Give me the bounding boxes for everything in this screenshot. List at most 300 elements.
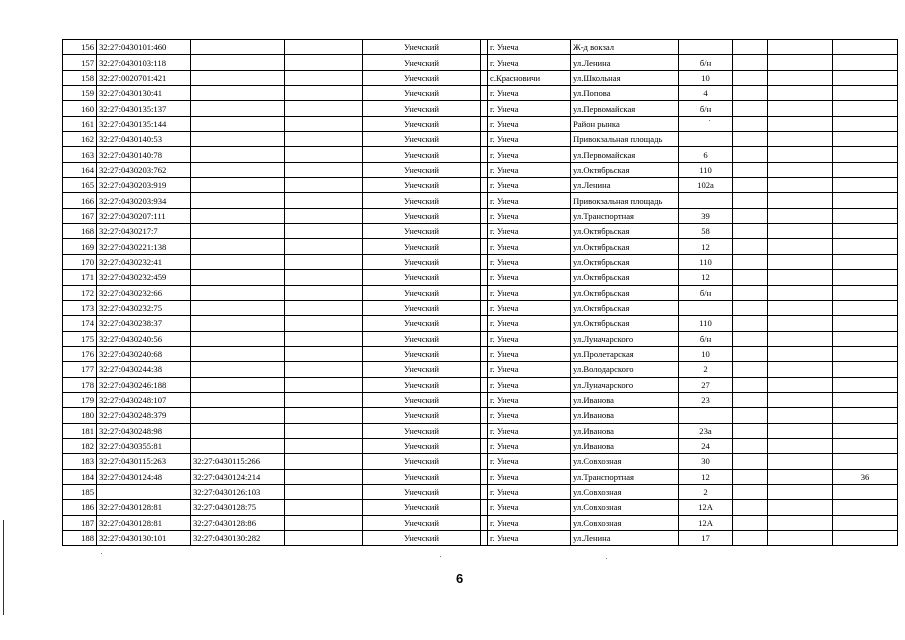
table-row <box>63 40 898 55</box>
row-number-cell: 159 <box>63 86 97 101</box>
table-row <box>63 377 898 392</box>
empty-cell <box>733 392 768 407</box>
empty-cell <box>285 362 363 377</box>
street-cell: Привокзальная площадь <box>571 132 679 147</box>
cadastral-number-cell: 32:27:0430244:38 <box>97 362 191 377</box>
district-cell: Унечский <box>363 40 481 55</box>
related-cadastral-number-cell: 32:27:0430128:86 <box>191 515 285 530</box>
empty-cell <box>285 147 363 162</box>
empty-cell <box>768 254 833 269</box>
empty-cell <box>733 147 768 162</box>
empty-cell <box>481 500 488 515</box>
district-cell: Унечский <box>363 224 481 239</box>
extra-value-cell <box>833 484 898 499</box>
related-cadastral-number-cell: 32:27:0430130:282 <box>191 531 285 546</box>
empty-cell <box>733 408 768 423</box>
extra-value-cell <box>833 362 898 377</box>
related-cadastral-number-cell: 32:27:0430115:266 <box>191 454 285 469</box>
extra-value-cell <box>833 331 898 346</box>
district-cell: Унечский <box>363 392 481 407</box>
table-row <box>63 193 898 208</box>
table-row <box>63 331 898 346</box>
related-cadastral-number-cell <box>191 162 285 177</box>
empty-cell <box>768 500 833 515</box>
empty-cell <box>768 408 833 423</box>
house-number-cell: 2 <box>679 362 733 377</box>
cadastral-number-cell: 32:27:0020701:421 <box>97 70 191 85</box>
table-row <box>63 178 898 193</box>
house-number-cell: 10 <box>679 346 733 361</box>
related-cadastral-number-cell <box>191 178 285 193</box>
street-cell: ул.Школьная <box>571 70 679 85</box>
related-cadastral-number-cell <box>191 40 285 55</box>
cadastral-number-cell: 32:27:0430128:81 <box>97 515 191 530</box>
district-cell: Унечский <box>363 193 481 208</box>
house-number-cell: 4 <box>679 86 733 101</box>
related-cadastral-number-cell <box>191 285 285 300</box>
empty-cell <box>733 316 768 331</box>
house-number-cell: 110 <box>679 162 733 177</box>
street-cell: ул.Ленина <box>571 178 679 193</box>
district-cell: Унечский <box>363 101 481 116</box>
empty-cell <box>733 454 768 469</box>
table-row <box>63 531 898 546</box>
cadastral-number-cell: 32:27:0430103:118 <box>97 55 191 70</box>
empty-cell <box>285 270 363 285</box>
related-cadastral-number-cell <box>191 193 285 208</box>
street-cell: Ж-д вокзал <box>571 40 679 55</box>
related-cadastral-number-cell <box>191 362 285 377</box>
cadastral-number-cell <box>97 484 191 499</box>
empty-cell <box>768 531 833 546</box>
empty-cell <box>285 132 363 147</box>
empty-cell <box>481 331 488 346</box>
empty-cell <box>285 500 363 515</box>
empty-cell <box>481 55 488 70</box>
empty-cell <box>768 515 833 530</box>
row-number-cell: 156 <box>63 40 97 55</box>
street-cell: ул.Октябрьская <box>571 162 679 177</box>
empty-cell <box>481 132 488 147</box>
street-cell: ул.Октябрьская <box>571 316 679 331</box>
empty-cell <box>481 423 488 438</box>
row-number-cell: 181 <box>63 423 97 438</box>
table-row <box>63 239 898 254</box>
row-number-cell: 167 <box>63 208 97 223</box>
empty-cell <box>481 193 488 208</box>
cadastral-number-cell: 32:27:0430130:41 <box>97 86 191 101</box>
extra-value-cell <box>833 239 898 254</box>
extra-value-cell <box>833 147 898 162</box>
empty-cell <box>768 300 833 315</box>
empty-cell <box>733 423 768 438</box>
empty-cell <box>733 178 768 193</box>
cadastral-number-cell: 32:27:0430115:263 <box>97 454 191 469</box>
empty-cell <box>733 116 768 131</box>
house-number-cell <box>679 132 733 147</box>
empty-cell <box>733 438 768 453</box>
district-cell: Унечский <box>363 86 481 101</box>
related-cadastral-number-cell <box>191 224 285 239</box>
empty-cell <box>733 346 768 361</box>
table-row <box>63 408 898 423</box>
empty-cell <box>768 484 833 499</box>
locality-cell: г. Унеча <box>488 362 571 377</box>
empty-cell <box>733 208 768 223</box>
empty-cell <box>285 316 363 331</box>
empty-cell <box>733 55 768 70</box>
empty-cell <box>285 484 363 499</box>
related-cadastral-number-cell <box>191 377 285 392</box>
district-cell: Унечский <box>363 285 481 300</box>
locality-cell: г. Унеча <box>488 500 571 515</box>
row-number-cell: 157 <box>63 55 97 70</box>
row-number-cell: 177 <box>63 362 97 377</box>
empty-cell <box>285 254 363 269</box>
empty-cell <box>285 438 363 453</box>
table-row <box>63 500 898 515</box>
empty-cell <box>768 86 833 101</box>
street-cell: ул.Луначарского <box>571 331 679 346</box>
district-cell: Унечский <box>363 132 481 147</box>
empty-cell <box>768 40 833 55</box>
cadastral-number-cell: 32:27:0430232:66 <box>97 285 191 300</box>
district-cell: Унечский <box>363 500 481 515</box>
street-cell: ул.Октябрьская <box>571 254 679 269</box>
empty-cell <box>481 377 488 392</box>
empty-cell <box>481 224 488 239</box>
locality-cell: г. Унеча <box>488 346 571 361</box>
empty-cell <box>285 40 363 55</box>
district-cell: Унечский <box>363 316 481 331</box>
related-cadastral-number-cell <box>191 316 285 331</box>
scan-speck <box>101 553 102 554</box>
extra-value-cell <box>833 101 898 116</box>
extra-value-cell <box>833 178 898 193</box>
locality-cell: г. Унеча <box>488 40 571 55</box>
cadastral-number-cell: 32:27:0430140:53 <box>97 132 191 147</box>
related-cadastral-number-cell <box>191 423 285 438</box>
empty-cell <box>733 224 768 239</box>
district-cell: Унечский <box>363 469 481 484</box>
table-row <box>63 454 898 469</box>
cadastral-number-cell: 32:27:0430203:934 <box>97 193 191 208</box>
empty-cell <box>285 116 363 131</box>
house-number-cell: 110 <box>679 316 733 331</box>
empty-cell <box>481 40 488 55</box>
empty-cell <box>481 531 488 546</box>
extra-value-cell <box>833 132 898 147</box>
table-row <box>63 70 898 85</box>
empty-cell <box>768 285 833 300</box>
related-cadastral-number-cell <box>191 438 285 453</box>
empty-cell <box>768 270 833 285</box>
street-cell: ул.Совхозная <box>571 500 679 515</box>
row-number-cell: 161 <box>63 116 97 131</box>
extra-value-cell <box>833 438 898 453</box>
cadastral-number-cell: 32:27:0430240:56 <box>97 331 191 346</box>
locality-cell: г. Унеча <box>488 331 571 346</box>
district-cell: Унечский <box>363 454 481 469</box>
extra-value-cell <box>833 86 898 101</box>
empty-cell <box>733 101 768 116</box>
district-cell: Унечский <box>363 423 481 438</box>
house-number-cell: 24 <box>679 438 733 453</box>
related-cadastral-number-cell <box>191 147 285 162</box>
extra-value-cell <box>833 224 898 239</box>
empty-cell <box>768 208 833 223</box>
row-number-cell: 187 <box>63 515 97 530</box>
extra-value-cell <box>833 377 898 392</box>
empty-cell <box>285 55 363 70</box>
row-number-cell: 180 <box>63 408 97 423</box>
locality-cell: с.Красновичи <box>488 70 571 85</box>
extra-value-cell <box>833 531 898 546</box>
empty-cell <box>285 346 363 361</box>
row-number-cell: 188 <box>63 531 97 546</box>
cadastral-number-cell: 32:27:0430140:78 <box>97 147 191 162</box>
house-number-cell: 27 <box>679 377 733 392</box>
row-number-cell: 179 <box>63 392 97 407</box>
row-number-cell: 182 <box>63 438 97 453</box>
table-row <box>63 208 898 223</box>
locality-cell: г. Унеча <box>488 86 571 101</box>
extra-value-cell <box>833 193 898 208</box>
empty-cell <box>285 208 363 223</box>
empty-cell <box>285 101 363 116</box>
table-row <box>63 469 898 484</box>
house-number-cell: б/н <box>679 331 733 346</box>
house-number-cell: б/н <box>679 101 733 116</box>
scan-margin-line <box>3 520 4 615</box>
cadastral-number-cell: 32:27:0430128:81 <box>97 500 191 515</box>
locality-cell: г. Унеча <box>488 116 571 131</box>
empty-cell <box>285 224 363 239</box>
empty-cell <box>733 531 768 546</box>
empty-cell <box>768 316 833 331</box>
locality-cell: г. Унеча <box>488 454 571 469</box>
empty-cell <box>285 469 363 484</box>
table-row <box>63 346 898 361</box>
street-cell: ул.Иванова <box>571 423 679 438</box>
empty-cell <box>481 254 488 269</box>
empty-cell <box>733 500 768 515</box>
house-number-cell: 17 <box>679 531 733 546</box>
house-number-cell: 12А <box>679 515 733 530</box>
page-number: 6 <box>456 571 464 586</box>
empty-cell <box>768 116 833 131</box>
table-row <box>63 392 898 407</box>
empty-cell <box>768 377 833 392</box>
empty-cell <box>768 469 833 484</box>
related-cadastral-number-cell: 32:27:0430126:103 <box>191 484 285 499</box>
empty-cell <box>285 392 363 407</box>
empty-cell <box>733 86 768 101</box>
empty-cell <box>285 178 363 193</box>
extra-value-cell <box>833 254 898 269</box>
cadastral-number-cell: 32:27:0430221:138 <box>97 239 191 254</box>
district-cell: Унечский <box>363 377 481 392</box>
locality-cell: г. Унеча <box>488 300 571 315</box>
row-number-cell: 176 <box>63 346 97 361</box>
empty-cell <box>768 423 833 438</box>
empty-cell <box>768 239 833 254</box>
house-number-cell <box>679 40 733 55</box>
house-number-cell: 58 <box>679 224 733 239</box>
empty-cell <box>733 162 768 177</box>
related-cadastral-number-cell <box>191 86 285 101</box>
empty-cell <box>768 454 833 469</box>
cadastral-number-cell: 32:27:0430124:48 <box>97 469 191 484</box>
table-row <box>63 300 898 315</box>
empty-cell <box>285 454 363 469</box>
locality-cell: г. Унеча <box>488 55 571 70</box>
empty-cell <box>285 239 363 254</box>
house-number-cell: 12 <box>679 239 733 254</box>
empty-cell <box>285 515 363 530</box>
empty-cell <box>733 377 768 392</box>
extra-value-cell <box>833 116 898 131</box>
empty-cell <box>481 438 488 453</box>
empty-cell <box>733 70 768 85</box>
table-row <box>63 116 898 131</box>
district-cell: Унечский <box>363 438 481 453</box>
row-number-cell: 185 <box>63 484 97 499</box>
street-cell: ул.Луначарского <box>571 377 679 392</box>
cadastral-number-cell: 32:27:0430203:919 <box>97 178 191 193</box>
related-cadastral-number-cell <box>191 331 285 346</box>
empty-cell <box>481 162 488 177</box>
locality-cell: г. Унеча <box>488 178 571 193</box>
locality-cell: г. Унеча <box>488 270 571 285</box>
table-row <box>63 86 898 101</box>
table-row <box>63 224 898 239</box>
district-cell: Унечский <box>363 70 481 85</box>
empty-cell <box>733 239 768 254</box>
related-cadastral-number-cell <box>191 300 285 315</box>
empty-cell <box>481 484 488 499</box>
empty-cell <box>481 316 488 331</box>
empty-cell <box>481 101 488 116</box>
extra-value-cell <box>833 316 898 331</box>
table-row <box>63 438 898 453</box>
house-number-cell <box>679 408 733 423</box>
table-row <box>63 484 898 499</box>
table-row <box>63 55 898 70</box>
extra-value-cell <box>833 346 898 361</box>
table-row <box>63 316 898 331</box>
empty-cell <box>481 392 488 407</box>
table-row <box>63 285 898 300</box>
house-number-cell: 102а <box>679 178 733 193</box>
locality-cell: г. Унеча <box>488 224 571 239</box>
empty-cell <box>768 178 833 193</box>
row-number-cell: 164 <box>63 162 97 177</box>
district-cell: Унечский <box>363 55 481 70</box>
district-cell: Унечский <box>363 531 481 546</box>
empty-cell <box>481 208 488 223</box>
extra-value-cell <box>833 208 898 223</box>
house-number-cell: 2 <box>679 484 733 499</box>
extra-value-cell <box>833 55 898 70</box>
related-cadastral-number-cell: 32:27:0430124:214 <box>191 469 285 484</box>
street-cell: Район рынка <box>571 116 679 131</box>
row-number-cell: 184 <box>63 469 97 484</box>
empty-cell <box>768 346 833 361</box>
cadastral-number-cell: 32:27:0430101:460 <box>97 40 191 55</box>
empty-cell <box>285 331 363 346</box>
district-cell: Унечский <box>363 208 481 223</box>
scan-speck <box>440 556 441 557</box>
empty-cell <box>481 469 488 484</box>
street-cell: ул.Совхозная <box>571 484 679 499</box>
district-cell: Унечский <box>363 300 481 315</box>
house-number-cell: 6 <box>679 147 733 162</box>
cadastral-number-cell: 32:27:0430248:98 <box>97 423 191 438</box>
empty-cell <box>285 423 363 438</box>
locality-cell: г. Унеча <box>488 285 571 300</box>
empty-cell <box>481 70 488 85</box>
empty-cell <box>285 162 363 177</box>
district-cell: Унечский <box>363 515 481 530</box>
row-number-cell: 186 <box>63 500 97 515</box>
empty-cell <box>768 392 833 407</box>
table-row <box>63 132 898 147</box>
street-cell: ул.Октябрьская <box>571 300 679 315</box>
extra-value-cell <box>833 500 898 515</box>
cadastral-number-cell: 32:27:0430240:68 <box>97 346 191 361</box>
extra-value-cell <box>833 392 898 407</box>
empty-cell <box>285 193 363 208</box>
locality-cell: г. Унеча <box>488 132 571 147</box>
empty-cell <box>481 454 488 469</box>
extra-value-cell <box>833 285 898 300</box>
district-cell: Унечский <box>363 408 481 423</box>
scan-speck <box>709 120 710 121</box>
row-number-cell: 163 <box>63 147 97 162</box>
house-number-cell <box>679 116 733 131</box>
empty-cell <box>768 438 833 453</box>
house-number-cell <box>679 300 733 315</box>
empty-cell <box>733 515 768 530</box>
empty-cell <box>733 331 768 346</box>
street-cell: ул.Иванова <box>571 392 679 407</box>
house-number-cell: 12А <box>679 500 733 515</box>
table-row <box>63 515 898 530</box>
empty-cell <box>768 70 833 85</box>
empty-cell <box>733 285 768 300</box>
street-cell: ул.Попова <box>571 86 679 101</box>
street-cell: ул.Первомайская <box>571 147 679 162</box>
house-number-cell: 110 <box>679 254 733 269</box>
cadastral-number-cell: 32:27:0430246:188 <box>97 377 191 392</box>
empty-cell <box>481 300 488 315</box>
extra-value-cell <box>833 515 898 530</box>
house-number-cell: б/н <box>679 285 733 300</box>
cadastral-number-cell: 32:27:0430355:81 <box>97 438 191 453</box>
street-cell: ул.Иванова <box>571 408 679 423</box>
related-cadastral-number-cell <box>191 70 285 85</box>
row-number-cell: 172 <box>63 285 97 300</box>
table-row <box>63 101 898 116</box>
street-cell: ул.Октябрьская <box>571 239 679 254</box>
extra-value-cell <box>833 40 898 55</box>
extra-value-cell <box>833 270 898 285</box>
empty-cell <box>768 132 833 147</box>
cadastral-number-cell: 32:27:0430248:107 <box>97 392 191 407</box>
locality-cell: г. Унеча <box>488 162 571 177</box>
row-number-cell: 165 <box>63 178 97 193</box>
